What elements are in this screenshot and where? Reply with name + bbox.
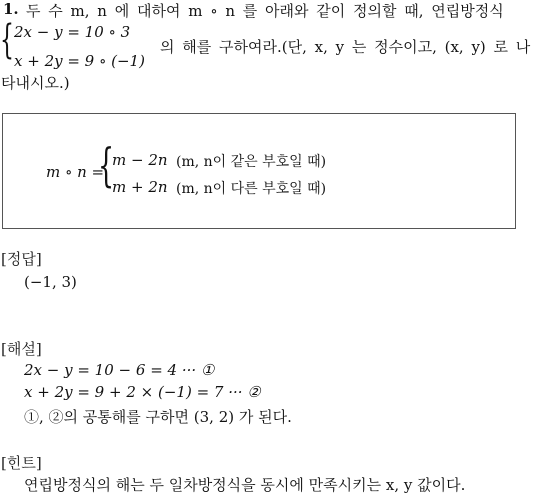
explanation-line-2: x + 2y = 9 + 2 × (−1) = 7 ··· ②	[24, 383, 261, 401]
system-equation-1: 2x − y = 10 ∘ 3	[14, 23, 131, 41]
system-equation-2: x + 2y = 9 ∘ (−1)	[14, 52, 145, 70]
problem-stem-line1: 두 수 m, n 에 대하여 m ∘ n 를 아래와 같이 정의할 때, 연립방정식	[26, 2, 504, 20]
system-brace: {	[0, 17, 14, 63]
definition-lhs: m ∘ n =	[46, 163, 105, 181]
hint-label: [힌트]	[1, 454, 42, 472]
explanation-line-1: 2x − y = 10 − 6 = 4 ··· ①	[24, 361, 215, 379]
definition-case2-expr: m + 2n	[112, 178, 168, 196]
definition-case1-condition: (m, n이 같은 부호일 때)	[176, 154, 327, 170]
explanation-line-3: ①, ②의 공통해를 구하면 (3, 2) 가 된다.	[24, 408, 292, 426]
answer-label: [정답]	[1, 250, 42, 268]
definition-case2-condition: (m, n이 다른 부호일 때)	[176, 181, 327, 197]
hint-text: 연립방정식의 해는 두 일차방정식을 동시에 만족시키는 x, y 값이다.	[24, 476, 466, 494]
answer-value: (−1, 3)	[24, 273, 77, 291]
explanation-label: [해설]	[1, 340, 42, 358]
problem-number: 1.	[3, 0, 19, 18]
problem-stem-line2: 의 해를 구하여라.(단, x, y 는 정수이고, (x, y) 로 나	[160, 38, 531, 56]
definition-case1-expr: m − 2n	[112, 151, 168, 169]
problem-stem-line3: 타내시오.)	[1, 74, 70, 92]
definition-brace: {	[98, 138, 115, 192]
